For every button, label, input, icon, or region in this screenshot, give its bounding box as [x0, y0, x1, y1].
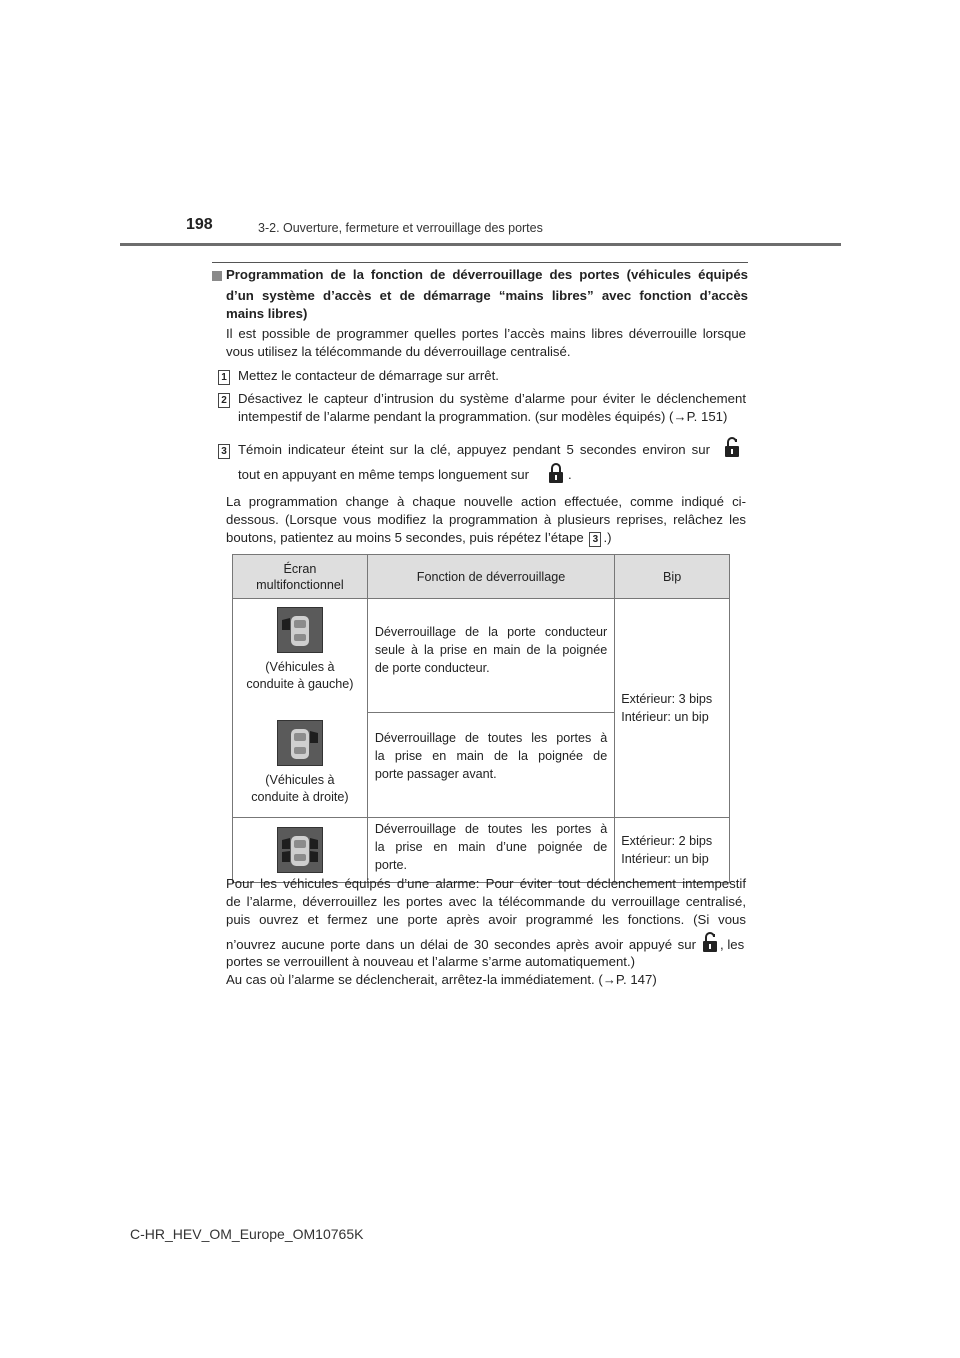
heading-line-2: d’un système d’accès et de démarrage “mains libres” avec fonction d’accès	[226, 288, 748, 303]
step-1-number: 1	[218, 367, 230, 385]
car-driver-door-lhd-icon	[277, 607, 323, 653]
intro-line-2: vous utilisez la télécommande du déverrouillage centralisé.	[226, 344, 571, 359]
function-cell-3: Déverrouillage de toutes les portes à la prise en main d’une poignée de porte.	[367, 818, 614, 883]
screen-cell-all	[233, 818, 368, 883]
car-all-doors-icon	[277, 827, 323, 873]
programming-note-line-3: boutons, patientez au moins 5 secondes, puis répétez l’étape 3 .)	[226, 530, 612, 545]
heading-line-3: mains libres)	[226, 306, 308, 321]
subsection-divider	[212, 262, 748, 263]
unlock-function-table	[232, 554, 730, 883]
section-title: 3-2. Ouverture, fermeture et verrouillage des portes	[258, 221, 543, 235]
alarm-note-line-6: Au cas où l’alarme se déclencherait, arrêtez-la immédiatement. (→P. 147)	[226, 972, 657, 987]
alarm-note-line-4: n’ouvrez aucune porte dans un délai de 30 secondes après avoir appuyé sur	[226, 937, 696, 952]
programming-note-line-1: La programmation change à chaque nouvelle action effectuée, comme indiqué ci-	[226, 494, 746, 509]
table-row	[233, 818, 730, 883]
step-1-text: Mettez le contacteur de démarrage sur arrêt.	[238, 368, 499, 383]
step-2-number: 2	[218, 390, 230, 408]
document-id: C-HR_HEV_OM_Europe_OM10765K	[130, 1226, 364, 1242]
bip-cell-2: Extérieur: 2 bips Intérieur: un bip	[615, 818, 730, 883]
table-header-screen: Écran multifonctionnel	[233, 555, 368, 599]
step-3-number: 3	[218, 441, 230, 459]
function-cell-1: Déverrouillage de la porte conducteur seule à la prise en main de la poignée de porte conducteur.	[367, 599, 614, 713]
screen-cell-lhd: (Véhicules à conduite à gauche)	[233, 599, 368, 713]
header-divider	[120, 243, 841, 246]
lock-icon	[548, 462, 564, 489]
alarm-note-line-1: Pour les véhicules équipés d’une alarme: Pour éviter tout déclenchement intempestif	[226, 876, 746, 891]
screen-cell-rhd: (Véhicules à conduite à droite)	[233, 712, 368, 818]
table-header-bip: Bip	[615, 555, 730, 599]
step-3-line-2: tout en appuyant en même temps longuement sur	[238, 467, 530, 482]
table-header-row	[233, 555, 730, 599]
alarm-note-line-4-end: , les	[720, 937, 745, 952]
step-2-line-1: Désactivez le capteur d’intrusion du système d’alarme pour éviter le déclenchement	[238, 391, 746, 406]
table-header-function: Fonction de déverrouillage	[367, 555, 614, 599]
alarm-note-line-5: portes se verrouillent à nouveau et l’alarme s’arme automatiquement.)	[226, 954, 636, 969]
heading-bullet-icon	[212, 271, 222, 281]
table-row	[233, 599, 730, 713]
alarm-note-line-2: de l’alarme, déverrouillez les portes avec la télécommande du verrouillage centralisé,	[226, 894, 746, 909]
intro-line-1: Il est possible de programmer quelles portes l’accès mains libres déverrouille lorsque	[226, 326, 746, 341]
page-number: 198	[186, 216, 213, 233]
step-3-line-1: Témoin indicateur éteint sur la clé, appuyez pendant 5 secondes environ sur	[238, 442, 710, 457]
step-2-line-2: intempestif de l’alarme pendant la programmation. (sur modèles équipés) (→P. 151)	[238, 409, 728, 424]
car-driver-door-rhd-icon	[277, 720, 323, 766]
heading-line-1: Programmation de la fonction de déverrouillage des portes (véhicules équipés	[226, 267, 748, 282]
alarm-note-line-3: puis ouvrez et fermez une porte après avoir programmé les fonctions. (Si vous	[226, 912, 746, 927]
unlock-icon	[724, 436, 740, 463]
function-cell-2: Déverrouillage de toutes les portes à la prise en main de la poignée de porte passager avant.	[367, 712, 614, 818]
step-3-line-2-end: .	[568, 467, 572, 482]
step-ref-3: 3	[589, 532, 601, 547]
bip-cell-1: Extérieur: 3 bips Intérieur: un bip	[615, 599, 730, 818]
programming-note-line-2: dessous. (Lorsque vous modifiez la programmation à plusieurs reprises, relâchez les	[226, 512, 746, 527]
